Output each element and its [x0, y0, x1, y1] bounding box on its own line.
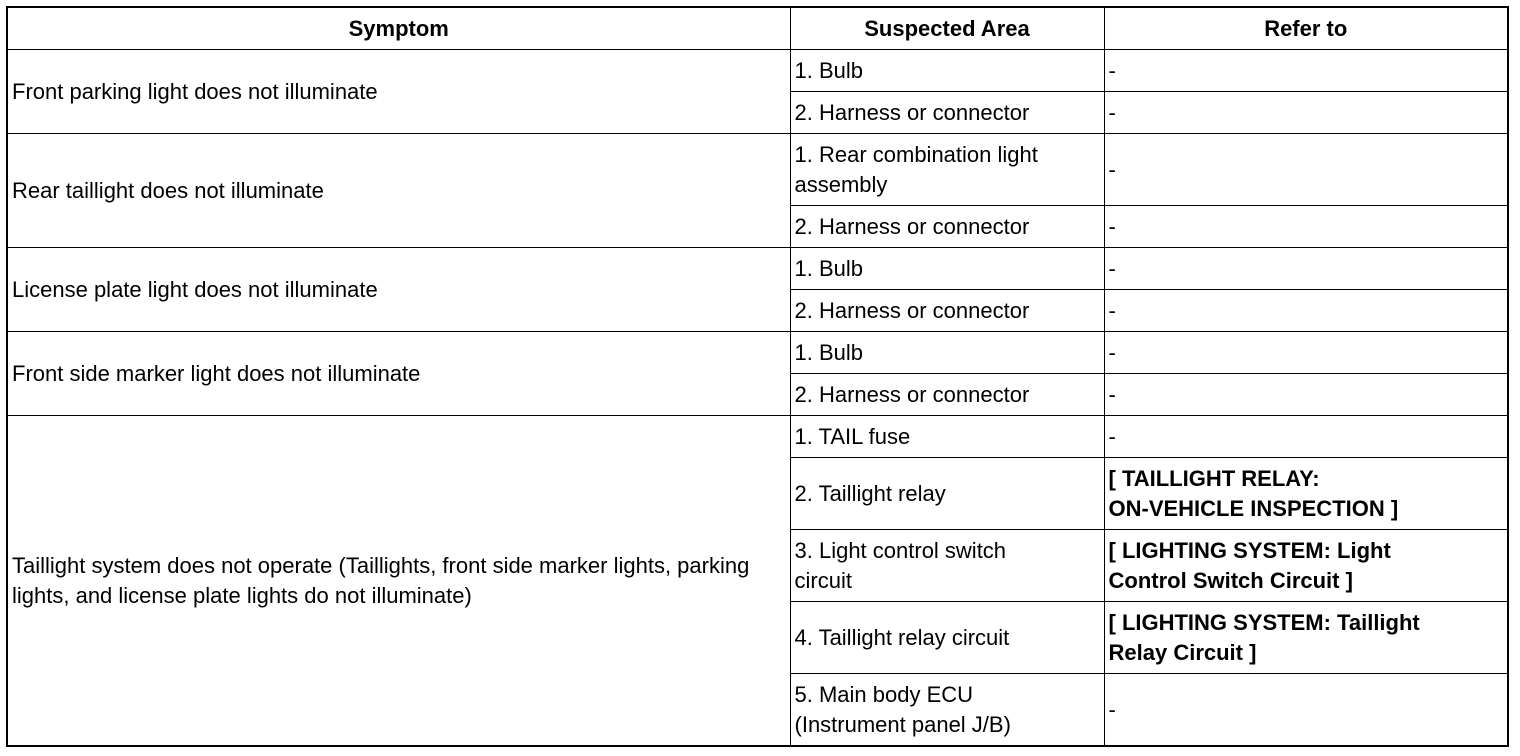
refer-to-cell: - — [1104, 134, 1508, 206]
table-row — [7, 332, 1508, 374]
header-symptom: Symptom — [7, 7, 790, 50]
refer-to-cell: - — [1104, 674, 1508, 747]
suspected-area-cell: 1. Bulb — [790, 248, 1104, 290]
header-row — [7, 7, 1508, 50]
header-refer-to: Refer to — [1104, 7, 1508, 50]
suspected-area-cell: 1. Bulb — [790, 332, 1104, 374]
refer-to-cell: - — [1104, 374, 1508, 416]
table-row — [7, 248, 1508, 290]
refer-to-link[interactable]: [ TAILLIGHT RELAY: ON-VEHICLE INSPECTION ] — [1104, 458, 1508, 530]
suspected-area-cell: 4. Taillight relay circuit — [790, 602, 1104, 674]
refer-to-link[interactable]: [ LIGHTING SYSTEM: Light Control Switch Circuit ] — [1104, 530, 1508, 602]
refer-to-cell: - — [1104, 92, 1508, 134]
suspected-area-cell: 2. Harness or connector — [790, 290, 1104, 332]
symptom-cell: Taillight system does not operate (Taillights, front side marker lights, parking lights, and license plate lights do not illuminate) — [7, 416, 790, 747]
suspected-area-cell: 1. Rear combination light assembly — [790, 134, 1104, 206]
refer-to-cell: - — [1104, 416, 1508, 458]
refer-to-link[interactable]: [ LIGHTING SYSTEM: Taillight Relay Circuit ] — [1104, 602, 1508, 674]
suspected-area-cell: 2. Taillight relay — [790, 458, 1104, 530]
symptom-cell: Front side marker light does not illuminate — [7, 332, 790, 416]
suspected-area-cell: 2. Harness or connector — [790, 374, 1104, 416]
refer-to-cell: - — [1104, 290, 1508, 332]
symptom-cell: Rear taillight does not illuminate — [7, 134, 790, 248]
suspected-area-cell: 5. Main body ECU (Instrument panel J/B) — [790, 674, 1104, 747]
header-suspected-area: Suspected Area — [790, 7, 1104, 50]
table-row — [7, 416, 1508, 458]
suspected-area-cell: 2. Harness or connector — [790, 206, 1104, 248]
refer-to-cell: - — [1104, 332, 1508, 374]
table-row — [7, 134, 1508, 206]
symptom-cell: License plate light does not illuminate — [7, 248, 790, 332]
refer-to-cell: - — [1104, 206, 1508, 248]
symptom-cell: Front parking light does not illuminate — [7, 50, 790, 134]
symptom-table — [6, 6, 1509, 747]
suspected-area-cell: 2. Harness or connector — [790, 92, 1104, 134]
suspected-area-cell: 3. Light control switch circuit — [790, 530, 1104, 602]
suspected-area-cell: 1. Bulb — [790, 50, 1104, 92]
suspected-area-cell: 1. TAIL fuse — [790, 416, 1104, 458]
table-row — [7, 50, 1508, 92]
refer-to-cell: - — [1104, 50, 1508, 92]
refer-to-cell: - — [1104, 248, 1508, 290]
